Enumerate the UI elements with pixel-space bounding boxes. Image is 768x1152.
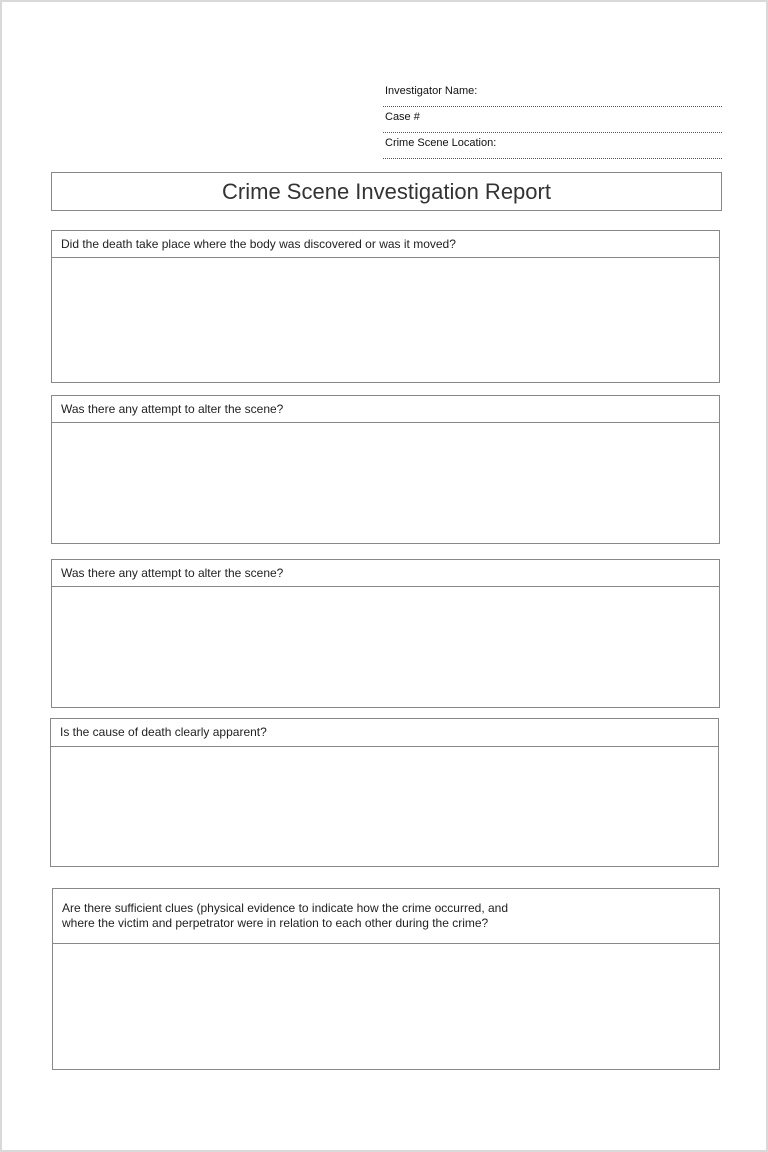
question-box-1 (51, 230, 720, 383)
question-label-2: Was there any attempt to alter the scene? (52, 396, 719, 423)
crime-scene-location-label: Crime Scene Location: (385, 137, 497, 149)
question-label-5: Are there sufficient clues (physical evidence to indicate how the crime occurred, and where the victim and perpetrator were in relation to each other during the crime? (53, 889, 719, 944)
answer-area-5[interactable] (53, 944, 719, 1069)
answer-area-3[interactable] (52, 587, 719, 707)
investigator-name-field[interactable] (383, 81, 722, 107)
crime-scene-location-field[interactable] (383, 133, 722, 159)
case-number-label: Case # (385, 111, 420, 123)
question-label-4: Is the cause of death clearly apparent? (51, 719, 718, 747)
report-title-box (51, 172, 722, 211)
header-fields (383, 81, 722, 159)
investigator-name-label: Investigator Name: (385, 85, 478, 97)
question-box-5 (52, 888, 720, 1070)
question-label-1: Did the death take place where the body was discovered or was it moved? (52, 231, 719, 258)
answer-area-1[interactable] (52, 258, 719, 382)
answer-area-4[interactable] (51, 747, 718, 866)
case-number-field[interactable] (383, 107, 722, 133)
question-label-3: Was there any attempt to alter the scene? (52, 560, 719, 587)
question-box-2 (51, 395, 720, 544)
question-box-4 (50, 718, 719, 867)
answer-area-2[interactable] (52, 423, 719, 543)
page-title: Crime Scene Investigation Report (222, 178, 551, 204)
question-box-3 (51, 559, 720, 708)
